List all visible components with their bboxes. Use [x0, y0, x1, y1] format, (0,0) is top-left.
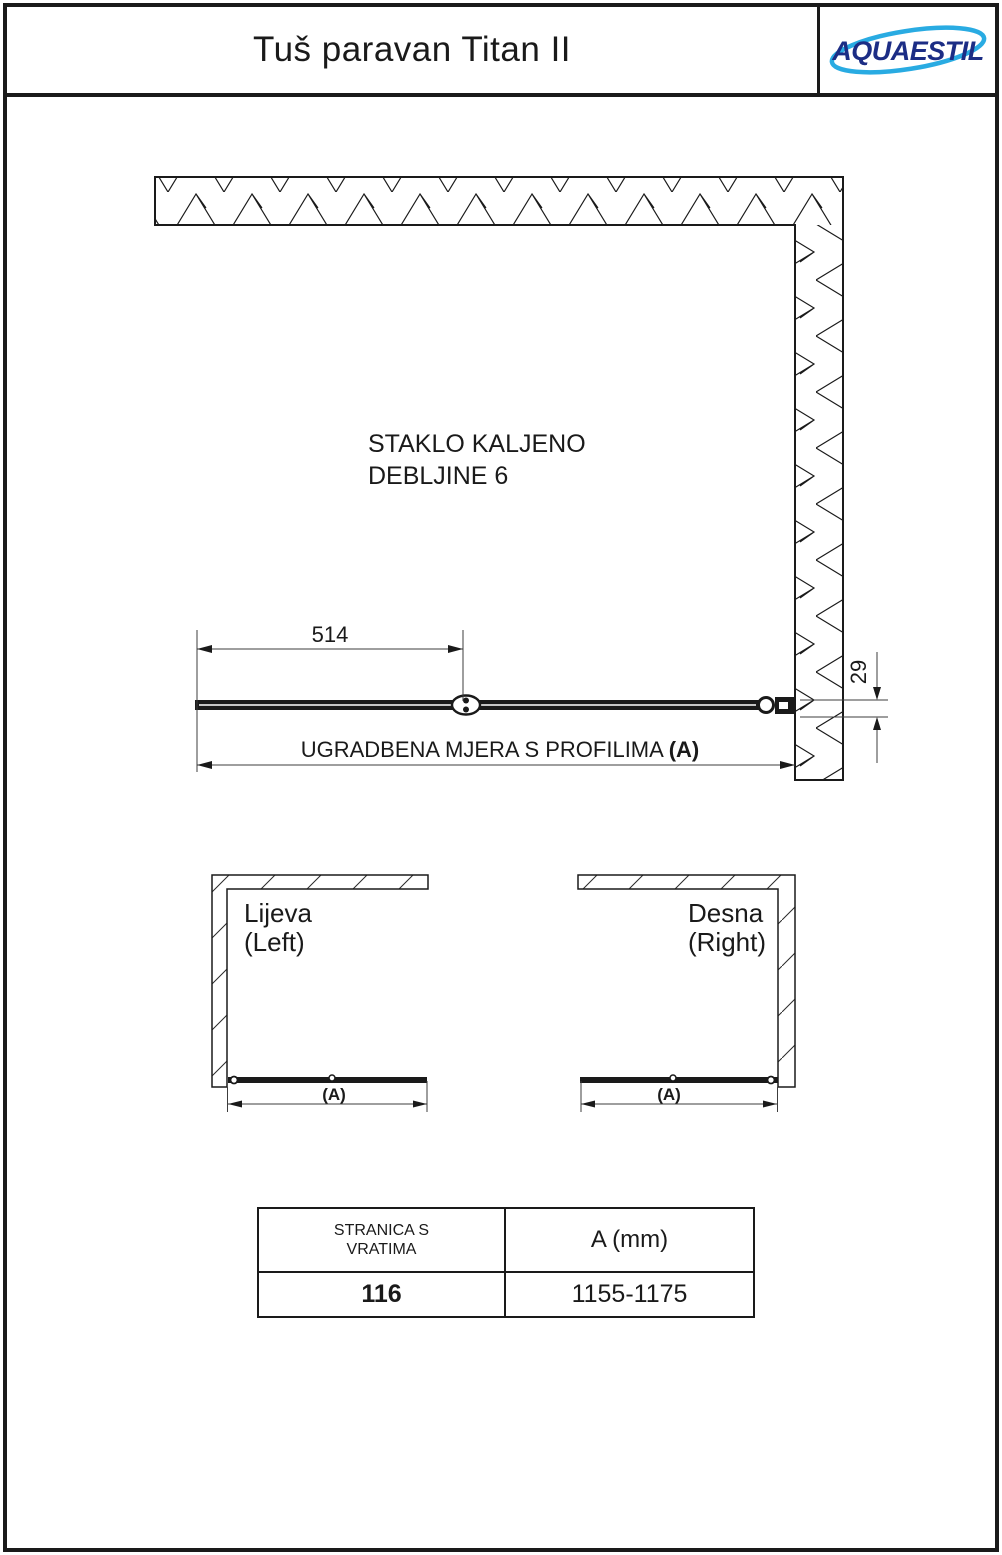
variant-left	[212, 875, 428, 1112]
spec-table-header-model	[258, 1208, 505, 1272]
wall-mount-profile	[759, 697, 796, 714]
dim-install-a	[197, 737, 795, 769]
variant-right-dim-label: (A)	[657, 1085, 681, 1104]
spec-header-line2: VRATIMA	[346, 1241, 417, 1258]
glass-panel	[195, 696, 795, 715]
dim-29-value: 29	[846, 659, 871, 685]
variant-right-name-en: (Right)	[688, 927, 767, 957]
svg-text:UGRADBENA MJERA S PROFILIMA (A	[301, 737, 700, 762]
logo-text: AQUAESTIL	[831, 36, 984, 66]
install-dim-label: UGRADBENA MJERA S PROFILIMA	[300, 737, 669, 762]
spec-range-value: 1155-1175	[505, 1272, 754, 1317]
wall-top-hatch	[155, 177, 843, 225]
page-title: Tuš paravan Titan II	[252, 30, 572, 69]
variant-left-name-en: (Left)	[244, 927, 305, 957]
material-note-line1: STAKLO KALJENO	[368, 430, 586, 458]
spec-header-line1: STRANICA S	[333, 1222, 430, 1239]
install-dim-symbol: (A)	[668, 737, 700, 762]
wall-right-hatch	[795, 225, 843, 780]
variant-left-glass	[228, 1077, 427, 1083]
variant-left-name: Lijeva	[244, 898, 312, 928]
variant-left-dim-label: (A)	[322, 1085, 346, 1104]
dim-514-value: 514	[311, 622, 349, 647]
spec-table-header-a: A (mm)	[505, 1208, 754, 1272]
spec-table-data-row	[258, 1272, 754, 1317]
spec-table-header-row	[258, 1208, 754, 1272]
hinge-connector	[452, 696, 480, 715]
material-note	[368, 430, 586, 490]
variant-right-glass	[580, 1077, 778, 1083]
spec-table	[257, 1207, 755, 1318]
material-note-line2: DEBLJINE 6	[368, 462, 509, 490]
spec-model-value: 116	[258, 1272, 505, 1317]
variant-right	[578, 875, 795, 1112]
variant-right-name: Desna	[688, 898, 764, 928]
